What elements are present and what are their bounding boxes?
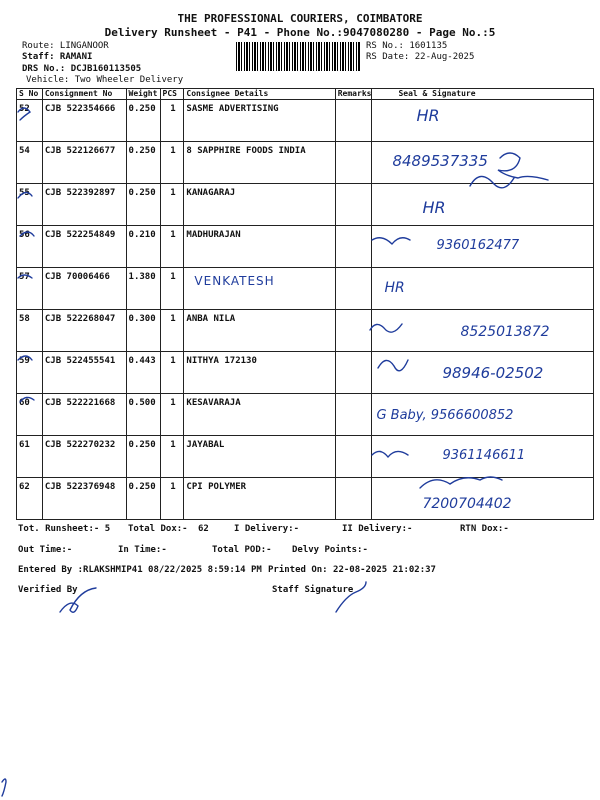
row-sno: 55 (19, 188, 30, 198)
row-signature: 8489537335 (392, 152, 488, 170)
row-sno: 59 (19, 356, 30, 366)
delvy-points: Delvy Points:- (292, 545, 368, 555)
row-weight: 0.443 (128, 356, 156, 366)
row-consignee: ANBA NILA (186, 314, 236, 324)
row-weight: 0.250 (128, 440, 156, 450)
ii-delivery: II Delivery:- (342, 524, 413, 534)
row-consignment: CJB 522254849 (44, 230, 116, 240)
table-row (17, 184, 594, 226)
row-consignee: JAYABAL (186, 440, 225, 450)
row-sno: 52 (19, 104, 30, 114)
row-consignment: CJB 70006466 (44, 272, 110, 282)
route: Route: LINGANOOR (22, 41, 109, 51)
row-remarks (336, 142, 372, 146)
row-signature: G Baby, 9566600852 (376, 408, 514, 423)
row-consignment: CJB 522376948 (44, 482, 116, 492)
out-time: Out Time:- (18, 545, 73, 555)
rs-date: RS Date: 22-Aug-2025 (366, 52, 475, 62)
document-subtitle: Delivery Runsheet - P41 - Phone No.:9047080280 - Page No.:5 (104, 26, 496, 39)
row-consignment: CJB 522392897 (44, 188, 116, 198)
row-sno: 61 (19, 440, 30, 450)
row-pcs: 1 (170, 146, 176, 156)
staff: Staff: RAMANI (22, 52, 93, 62)
in-time: In Time:- (118, 545, 167, 555)
row-consignee: 8 SAPPHIRE FOODS INDIA (186, 146, 306, 156)
table-row (17, 310, 594, 352)
rs-number: RS No.: 1601135 (366, 41, 448, 51)
row-pcs: 1 (170, 230, 176, 240)
table-row (17, 100, 594, 142)
row-consignment: CJB 522268047 (44, 314, 116, 324)
total-dox-value: 62 (198, 524, 209, 534)
row-signature: HR (416, 106, 440, 125)
row-pcs: 1 (170, 314, 176, 324)
row-weight: 0.250 (128, 482, 156, 492)
row-consignment: CJB 522455541 (44, 356, 116, 366)
table-row (17, 226, 594, 268)
row-consignment: CJB 522270232 (44, 440, 116, 450)
col-consignment: Consignment No (42, 89, 126, 100)
vehicle: Vehicle: Two Wheeler Delivery (26, 75, 184, 85)
row-consignment: CJB 522221668 (44, 398, 116, 408)
row-pcs: 1 (170, 440, 176, 450)
row-pcs: 1 (170, 104, 176, 114)
staff-signature: Staff Signature (272, 585, 354, 595)
row-consignee: SASME ADVERTISING (186, 104, 279, 114)
row-signature: 9360162477 (436, 238, 520, 253)
col-sno: S No (17, 89, 43, 100)
row-pcs: 1 (170, 482, 176, 492)
row-consignee: CPI POLYMER (186, 482, 247, 492)
row-weight: 0.300 (128, 314, 156, 324)
table-header (17, 89, 594, 100)
col-pcs: PCS (160, 89, 184, 100)
row-consignee: NITHYA 172130 (186, 356, 257, 366)
row-signature: 7200704402 (422, 496, 512, 512)
col-signature: Seal & Signature (372, 89, 594, 100)
row-sno: 54 (19, 146, 30, 156)
row-signature: 8525013872 (460, 324, 550, 340)
document-title: THE PROFESSIONAL COURIERS, COIMBATORE (177, 12, 423, 25)
row-pcs: 1 (170, 398, 176, 408)
row-remarks (336, 478, 372, 482)
row-signature: 98946-02502 (442, 364, 544, 382)
table-row (17, 436, 594, 478)
table-row (17, 142, 594, 184)
row-weight: 0.250 (128, 146, 156, 156)
row-remarks (336, 436, 372, 440)
row-pcs: 1 (170, 272, 176, 282)
i-delivery: I Delivery:- (234, 524, 300, 534)
row-signature: HR (422, 198, 446, 217)
row-consignment: CJB 522126677 (44, 146, 116, 156)
row-consignee: MADHURAJAN (186, 230, 241, 240)
tot-runsheet: Tot. Runsheet:- 5 (18, 524, 111, 534)
row-weight: 0.250 (128, 188, 156, 198)
col-remarks: Remarks (335, 89, 372, 100)
row-consignee: KESAVARAJA (186, 398, 241, 408)
row-weight: 1.380 (128, 272, 156, 282)
row-consignee: KANAGARAJ (186, 188, 236, 198)
row-weight: 0.210 (128, 230, 156, 240)
table-row (17, 394, 594, 436)
row-weight: 0.250 (128, 104, 156, 114)
col-consignee: Consignee Details (184, 89, 335, 100)
table-row (17, 352, 594, 394)
row-remarks (336, 310, 372, 314)
row-signature: 9361146611 (442, 448, 526, 463)
total-dox-label: Total Dox:- (128, 524, 188, 534)
row-remarks (336, 100, 372, 104)
runsheet-table (16, 88, 594, 520)
total-pod: Total POD:- (212, 545, 272, 555)
row-remarks (336, 226, 372, 230)
row-consignee: VENKATESH (194, 274, 275, 288)
row-sno: 60 (19, 398, 30, 408)
table-row (17, 268, 594, 310)
drs-number: DRS No.: DCJB160113505 (22, 64, 142, 74)
row-sno: 58 (19, 314, 30, 324)
row-sno: 57 (19, 272, 30, 282)
row-remarks (336, 352, 372, 356)
table-row (17, 478, 594, 520)
barcode (236, 42, 360, 71)
row-remarks (336, 268, 372, 272)
row-pcs: 1 (170, 188, 176, 198)
row-sno: 62 (19, 482, 30, 492)
row-remarks (336, 394, 372, 398)
row-weight: 0.500 (128, 398, 156, 408)
col-weight: Weight (126, 89, 160, 100)
printed-on: Printed On: 22-08-2025 21:02:37 (268, 565, 436, 575)
row-consignment: CJB 522354666 (44, 104, 116, 114)
entered-by: Entered By :RLAKSHMIP41 08/22/2025 8:59:14 PM (18, 565, 262, 575)
verified-by: Verified By (18, 585, 78, 595)
row-sno: 56 (19, 230, 30, 240)
rtn-dox: RTN Dox:- (460, 524, 509, 534)
row-pcs: 1 (170, 356, 176, 366)
row-signature: HR (384, 280, 405, 296)
row-remarks (336, 184, 372, 188)
